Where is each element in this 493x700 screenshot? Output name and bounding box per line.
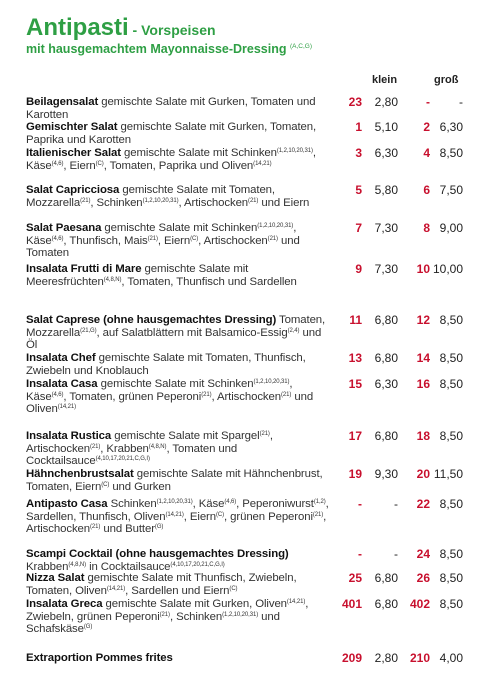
price-large: 9,00 — [439, 221, 463, 235]
price-large: 8,50 — [439, 597, 463, 611]
item-number-small: 3 — [355, 146, 362, 160]
price-small: 6,80 — [374, 429, 398, 443]
menu-title-line — [26, 14, 312, 42]
item-number-small: 15 — [348, 377, 362, 391]
price-small: 9,30 — [374, 467, 398, 481]
menu-item-description — [26, 222, 334, 260]
item-number-small: 13 — [348, 351, 362, 365]
price-large: 4,00 — [439, 651, 463, 665]
menu-item-ingredients: gemischte Salate mit Gurken, Tomaten, Paprika und Karotten — [26, 121, 317, 146]
price-small: 6,80 — [374, 597, 398, 611]
menu-item-description — [26, 147, 334, 172]
item-number-large: 10 — [416, 262, 430, 276]
item-number-small: 7 — [355, 221, 362, 235]
item-number-small: 25 — [348, 571, 362, 585]
menu-item-ingredients: Krabben$^{(4,8,N)}$ in Cocktailsauce$^{(4,10,17,20,21,C,G,I)}$ — [26, 560, 225, 573]
menu-item — [26, 597, 493, 636]
item-number-large: 2 — [423, 120, 430, 134]
menu-item-description — [26, 498, 334, 536]
price-small: 7,30 — [374, 262, 398, 276]
item-number-small: 209 — [341, 651, 362, 665]
price-small: - — [394, 547, 398, 561]
menu-item — [26, 262, 493, 288]
menu-item-ingredients: gemischte Salate mit Thunfisch, Zwiebeln, Tomaten, Oliven$^{(14,21)}$, Sardellen und Eiern$^{(C)}$ — [26, 572, 297, 597]
menu-item-name: Insalata Casa — [26, 378, 98, 390]
price-large: 7,50 — [439, 183, 463, 197]
menu-item-ingredients: Tomaten, Mozzarella$^{(21,G)}$, auf Salatblättern mit Balsamico-Essig$^{(2,4)}$ und Öl — [26, 314, 326, 352]
item-number-small: 23 — [348, 95, 362, 109]
menu-item-ingredients: gemischte Salate mit Schinken$^{(1,2,10,20,31)}$, Käse$^{(4,6)}$, Eiern$^{(C)}$, Tomaten, Paprika und Oliven$^{(14,21)}$ — [26, 147, 316, 172]
menu-subtitle-allergen-codes: (A,C,G) — [289, 42, 313, 50]
menu-item-ingredients: gemischte Salate mit Tomaten, Thunfisch, Zwiebeln und Knoblauch — [26, 352, 306, 377]
menu-item-description — [26, 121, 334, 146]
menu-item — [26, 651, 493, 665]
price-large: 6,30 — [439, 120, 463, 134]
price-small: 6,80 — [374, 571, 398, 585]
price-small: 5,80 — [374, 183, 398, 197]
menu-item-description — [26, 263, 334, 288]
item-number-small: - — [358, 547, 362, 561]
item-number-small: - — [358, 497, 362, 511]
menu-item-description — [26, 378, 334, 416]
menu-item-ingredients: gemischte Salate mit Hähnchenbrust, Tomaten, Eiern$^{(C)}$ und Gurken — [26, 468, 323, 493]
item-number-large: 4 — [423, 146, 430, 160]
item-number-large: - — [426, 95, 430, 109]
item-number-large: 24 — [416, 547, 430, 561]
price-large: 8,50 — [439, 497, 463, 511]
item-number-large: 402 — [409, 597, 430, 611]
menu-item-description — [26, 430, 334, 468]
item-number-large: 6 — [423, 183, 430, 197]
price-small: 2,80 — [374, 95, 398, 109]
menu-item-description — [26, 314, 334, 352]
price-large: 10,00 — [432, 262, 463, 276]
menu-item-name: Nizza Salat — [26, 572, 85, 584]
price-large: 11,50 — [433, 467, 463, 481]
item-number-large: 210 — [409, 651, 430, 665]
price-large: 8,50 — [439, 313, 463, 327]
menu-item-ingredients: gemischte Salate mit Gurken, Tomaten und Karotten — [26, 96, 316, 121]
price-small: 5,10 — [374, 120, 398, 134]
menu-item-name: Insalata Rustica — [26, 430, 112, 442]
item-number-small: 9 — [355, 262, 362, 276]
item-number-small: 19 — [348, 467, 362, 481]
menu-item-name: Insalata Chef — [26, 352, 96, 364]
menu-title: Antipasti — [26, 14, 129, 41]
menu-item-name: Insalata Greca — [26, 598, 103, 610]
menu-item-description — [26, 96, 334, 121]
menu-title-suffix: - Vorspeisen — [128, 22, 216, 38]
item-number-large: 8 — [423, 221, 430, 235]
menu-item-ingredients: gemischte Salate mit Meeresfrüchten$^{(4,8,N)}$, Tomaten, Thunfisch und Sardellen — [26, 263, 297, 288]
menu-subtitle: mit hausgemachtem Mayonnaisse-Dressing — [26, 42, 287, 56]
menu-item-name: Antipasto Casa — [26, 498, 108, 510]
column-header-gross: groß — [434, 74, 459, 86]
item-number-small: 1 — [355, 120, 362, 134]
menu-item — [26, 547, 493, 573]
price-large: - — [459, 95, 463, 109]
menu-item-name: Salat Paesana — [26, 222, 102, 234]
menu-item-ingredients: gemischte Salate mit Gurken, Oliven$^{(14,21)}$, Zwiebeln, grünen Peperoni$^{(21)}$, Schinken$^{(1,2,10,20,31)}$ und Schafskäse$^{(G)}$ — [26, 598, 309, 636]
menu-item-description — [26, 184, 334, 209]
price-small: 6,80 — [374, 351, 398, 365]
item-number-large: 14 — [416, 351, 430, 365]
price-small: 6,30 — [374, 146, 398, 160]
menu-item — [26, 183, 493, 209]
menu-item — [26, 429, 493, 468]
menu-item-name: Scampi Cocktail (ohne hausgemachtes Dressing) — [26, 548, 289, 560]
menu-item-name: Extraportion Pommes frites — [26, 652, 173, 664]
menu-item-ingredients: gemischte Salate mit Tomaten, Mozzarella$^{(21)}$, Schinken$^{(1,2,10,20,31)}$, Artischocken$^{(21)}$ und Eiern — [26, 184, 310, 209]
item-number-large: 18 — [416, 429, 430, 443]
price-small: - — [394, 497, 398, 511]
price-small: 6,80 — [374, 313, 398, 327]
item-number-large: 16 — [416, 377, 430, 391]
menu-item — [26, 95, 493, 121]
item-number-large: 20 — [416, 467, 430, 481]
menu-item-name: Italienischer Salat — [26, 147, 121, 159]
price-large: 8,50 — [439, 351, 463, 365]
menu-item — [26, 313, 493, 352]
price-large: 8,50 — [439, 571, 463, 585]
menu-item-name: Salat Capricciosa — [26, 184, 120, 196]
column-header-klein: klein — [372, 74, 398, 86]
item-number-large: 26 — [416, 571, 430, 585]
menu-item-ingredients: gemischte Salate mit Schinken$^{(1,2,10,20,31)}$, Käse$^{(4,6)}$, Tomaten, grünen Peperoni$^{(21)}$, Artischocken$^{(21)}$ und Oliven$^{(14,21)}$ — [26, 378, 314, 416]
price-small: 7,30 — [374, 221, 398, 235]
menu-item — [26, 351, 493, 377]
menu-item-name: Salat Caprese (ohne hausgemachtes Dressing) — [26, 314, 277, 326]
menu-item — [26, 146, 493, 172]
item-number-large: 22 — [416, 497, 430, 511]
menu-item — [26, 497, 493, 536]
menu-item-description — [26, 548, 334, 573]
menu-item-description — [26, 468, 334, 493]
price-small: 6,30 — [374, 377, 398, 391]
menu-item-description — [26, 652, 334, 665]
item-number-small: 401 — [341, 597, 362, 611]
item-number-small: 17 — [348, 429, 362, 443]
menu-item-ingredients: gemischte Salate mit Spargel$^{(21)}$, Artischocken$^{(21)}$, Krabben$^{(4,8,N)}$, Tomaten und Cocktailsauce$^{(4,10,17,20,21,C,G,I)}$ — [26, 430, 273, 468]
price-large: 8,50 — [439, 429, 463, 443]
menu-item-name: Beilagensalat — [26, 96, 99, 108]
price-large: 8,50 — [439, 146, 463, 160]
item-number-small: 11 — [349, 313, 362, 327]
menu-item — [26, 377, 493, 416]
menu-subtitle-line — [26, 42, 312, 56]
menu-item-name: Gemischter Salat — [26, 121, 118, 133]
price-small: 2,80 — [374, 651, 398, 665]
menu-item-description — [26, 352, 334, 377]
menu-item-description — [26, 598, 334, 636]
price-large: 8,50 — [439, 547, 463, 561]
price-large: 8,50 — [439, 377, 463, 391]
menu-header — [26, 14, 312, 56]
menu-item-ingredients: gemischte Salate mit Schinken$^{(1,2,10,20,31)}$, Käse$^{(4,6)}$, Thunfisch, Mais$^{(21)}$, Eiern$^{(C)}$, Artischocken$^{(21)}$ und Tomaten — [26, 222, 300, 260]
menu-item-name: Hähnchenbrustsalat — [26, 468, 134, 480]
menu-item-description — [26, 572, 334, 597]
menu-item — [26, 467, 493, 493]
item-number-small: 5 — [355, 183, 362, 197]
menu-item — [26, 120, 493, 146]
menu-item — [26, 221, 493, 260]
menu-item — [26, 571, 493, 597]
menu-item-ingredients: Schinken$^{(1,2,10,20,31)}$, Käse$^{(4,6)}$, Peperoniwurst$^{(1,2)}$, Sardellen, Thunfisch, Oliven$^{(14,21)}$, Eiern$^{(C)}$, grünen Peperoni$^{(21)}$, Artischocken$^{(21)}$ und Butter$^{(G)}$ — [26, 498, 329, 536]
menu-item-name: Insalata Frutti di Mare — [26, 263, 142, 275]
item-number-large: 12 — [416, 313, 430, 327]
